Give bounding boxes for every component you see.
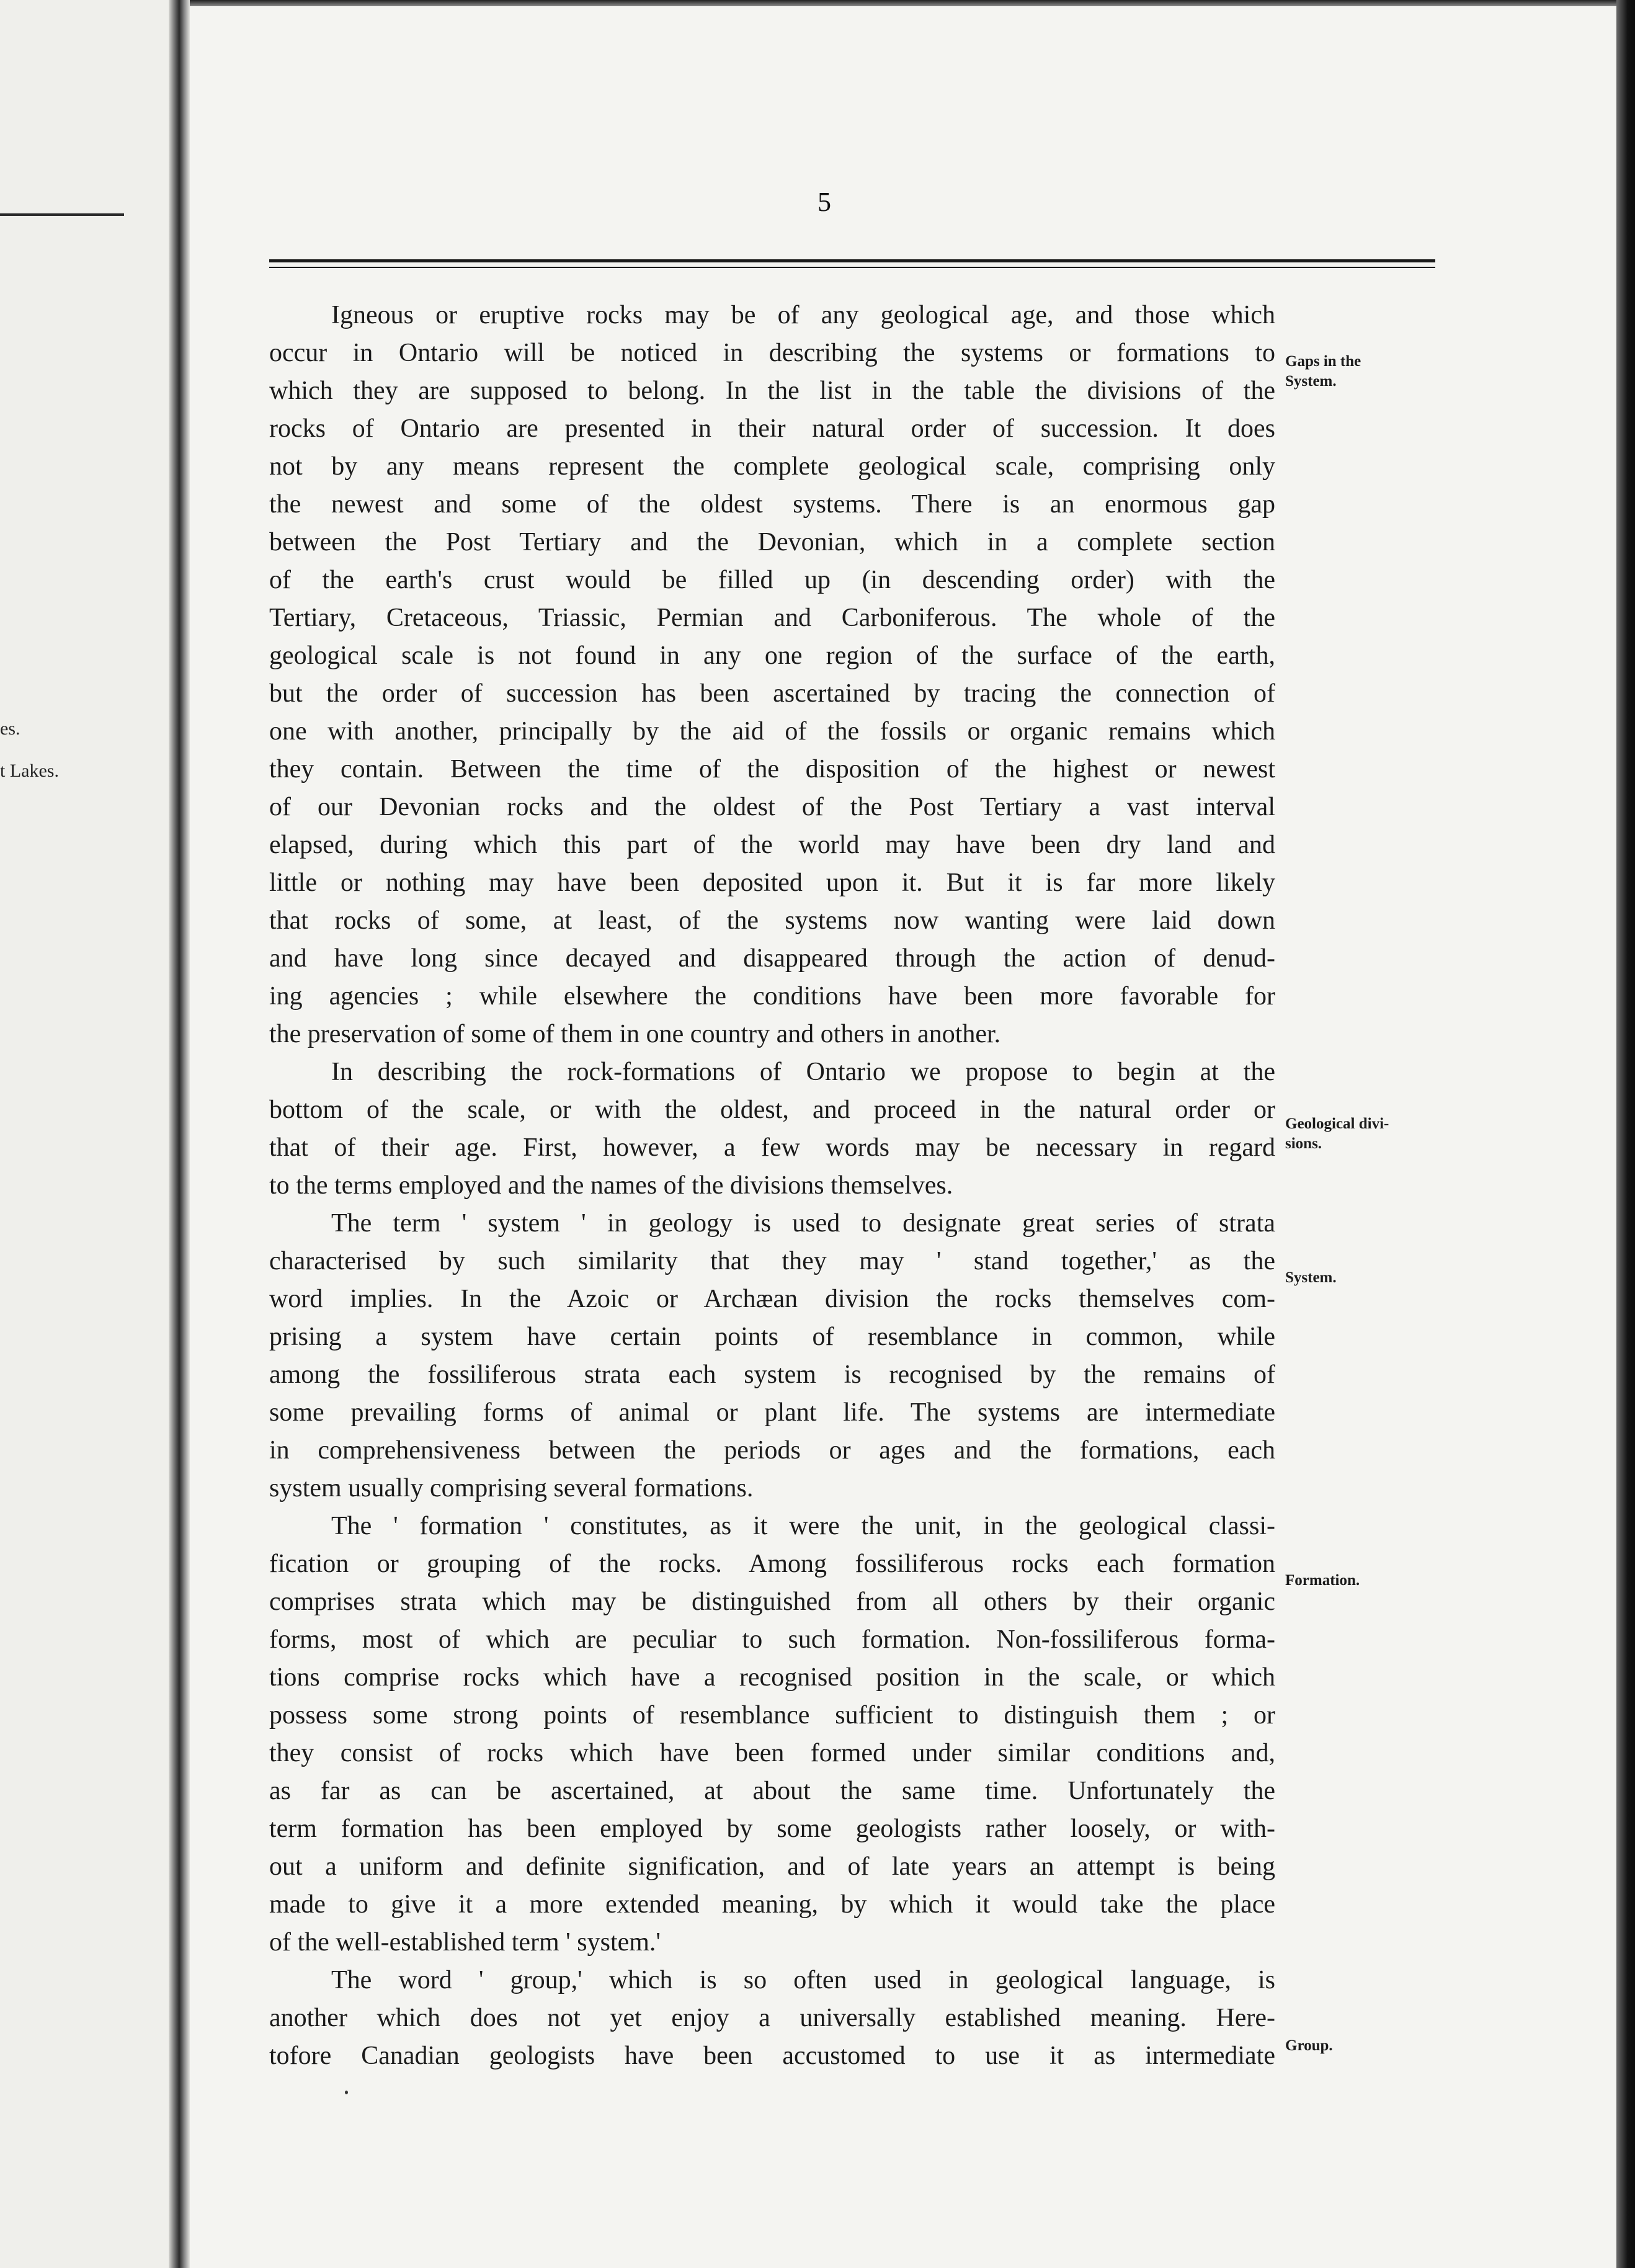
- margin-note-formation: [1285, 1571, 1360, 1591]
- scan-speck: [345, 2091, 348, 2094]
- text-line: not by any means represent the complete geological scale, comprising only: [269, 452, 1275, 481]
- text-line: some prevailing forms of animal or plant life. The systems are intermediate: [269, 1398, 1275, 1427]
- binding-gutter: [169, 0, 190, 2268]
- header-rule-thin: [269, 267, 1435, 268]
- text-line: of the well-established term ' system.': [269, 1928, 661, 1957]
- text-line: another which does not yet enjoy a universally established meaning. Here-: [269, 2004, 1275, 2032]
- text-line: system usually comprising several formations.: [269, 1474, 754, 1502]
- text-line: elapsed, during which this part of the world may have been dry land and: [269, 831, 1275, 859]
- margin-note-line: Group.: [1285, 2037, 1333, 2054]
- text-line: they contain. Between the time of the disposition of the highest or newest: [269, 755, 1275, 784]
- text-line: to the terms employed and the names of the divisions themselves.: [269, 1171, 953, 1200]
- text-line: of the earth's crust would be filled up (in descending order) with the: [269, 566, 1275, 594]
- text-line: made to give it a more extended meaning, by which it would take the place: [269, 1890, 1275, 1919]
- text-line: word implies. In the Azoic or Archæan division the rocks themselves com-: [269, 1285, 1275, 1313]
- text-line: that of their age. First, however, a few words may be necessary in regard: [269, 1133, 1275, 1162]
- margin-note-line: System.: [1285, 1269, 1337, 1286]
- margin-note-line: sions.: [1285, 1135, 1322, 1152]
- text-line: out a uniform and definite signification, and of late years an attempt is being: [269, 1852, 1275, 1881]
- text-line: in comprehensiveness between the periods or ages and the formations, each: [269, 1436, 1275, 1465]
- text-line: The term ' system ' in geology is used to designate great series of strata: [331, 1209, 1275, 1238]
- previous-page-text-1: es.: [0, 718, 20, 739]
- text-line: the newest and some of the oldest systems. There is an enormous gap: [269, 490, 1275, 519]
- previous-page-rule: [0, 213, 124, 216]
- previous-page-fragment: [0, 0, 169, 2268]
- text-line: but the order of succession has been ascertained by tracing the connection of: [269, 679, 1275, 708]
- text-line: possess some strong points of resemblance sufficient to distinguish them ; or: [269, 1701, 1275, 1730]
- page-number: 5: [818, 187, 831, 217]
- scan-top-edge: [0, 0, 1635, 6]
- text-line: rocks of Ontario are presented in their natural order of succession. It does: [269, 414, 1275, 443]
- text-line: ing agencies ; while elsewhere the conditions have been more favorable for: [269, 982, 1275, 1011]
- text-line: one with another, principally by the aid of the fossils or organic remains which: [269, 717, 1275, 746]
- margin-note-line: Formation.: [1285, 1572, 1360, 1589]
- margin-note-gaps-in-the-system: [1285, 352, 1361, 391]
- text-line: fication or grouping of the rocks. Among fossiliferous rocks each formation: [269, 1550, 1275, 1578]
- margin-note-line: Geological divi-: [1285, 1115, 1389, 1132]
- text-line: The ' formation ' constitutes, as it were the unit, in the geological classi-: [331, 1512, 1275, 1540]
- text-line: prising a system have certain points of resemblance in common, while: [269, 1323, 1275, 1351]
- margin-note-geological-divisions: [1285, 1114, 1389, 1154]
- text-line: Tertiary, Cretaceous, Triassic, Permian and Carboniferous. The whole of the: [269, 604, 1275, 632]
- header-rule-thick: [269, 259, 1435, 262]
- text-line: term formation has been employed by some geologists rather loosely, or with-: [269, 1815, 1275, 1843]
- text-line: bottom of the scale, or with the oldest, and proceed in the natural order or: [269, 1096, 1275, 1124]
- text-line: the preservation of some of them in one country and others in another.: [269, 1020, 1001, 1048]
- text-line: they consist of rocks which have been formed under similar conditions and,: [269, 1739, 1275, 1767]
- margin-note-group: [1285, 2036, 1333, 2056]
- text-line: tions comprise rocks which have a recognised position in the scale, or which: [269, 1663, 1275, 1692]
- text-line: of our Devonian rocks and the oldest of the Post Tertiary a vast interval: [269, 793, 1275, 821]
- margin-note-line: System.: [1285, 373, 1337, 390]
- text-line: tofore Canadian geologists have been accustomed to use it as intermediate: [269, 2042, 1275, 2070]
- text-line: The word ' group,' which is so often used in geological language, is: [331, 1966, 1275, 1994]
- text-line: geological scale is not found in any one region of the surface of the earth,: [269, 641, 1275, 670]
- text-line: occur in Ontario will be noticed in describing the systems or formations to: [269, 339, 1275, 367]
- text-line: that rocks of some, at least, of the systems now wanting were laid down: [269, 906, 1275, 935]
- scan-right-edge: [1616, 0, 1635, 2268]
- text-line: and have long since decayed and disappeared through the action of denud-: [269, 944, 1275, 973]
- body-text: [269, 297, 1275, 2075]
- text-line: forms, most of which are peculiar to such formation. Non-fossiliferous forma-: [269, 1625, 1275, 1654]
- margin-note-line: Gaps in the: [1285, 353, 1361, 370]
- text-line: among the fossiliferous strata each system is recognised by the remains of: [269, 1360, 1275, 1389]
- text-line: Igneous or eruptive rocks may be of any geological age, and those which: [331, 301, 1275, 329]
- text-line: comprises strata which may be distinguished from all others by their organic: [269, 1587, 1275, 1616]
- text-line: as far as can be ascertained, at about the same time. Unfortunately the: [269, 1777, 1275, 1805]
- text-line: which they are supposed to belong. In the list in the table the divisions of the: [269, 377, 1275, 405]
- text-line: between the Post Tertiary and the Devonian, which in a complete section: [269, 528, 1275, 556]
- text-line: In describing the rock-formations of Ontario we propose to begin at the: [331, 1058, 1275, 1086]
- previous-page-text-2: t Lakes.: [0, 761, 59, 781]
- text-line: characterised by such similarity that they may ' stand together,' as the: [269, 1247, 1275, 1275]
- text-line: little or nothing may have been deposited upon it. But it is far more likely: [269, 868, 1275, 897]
- margin-note-system: [1285, 1268, 1337, 1288]
